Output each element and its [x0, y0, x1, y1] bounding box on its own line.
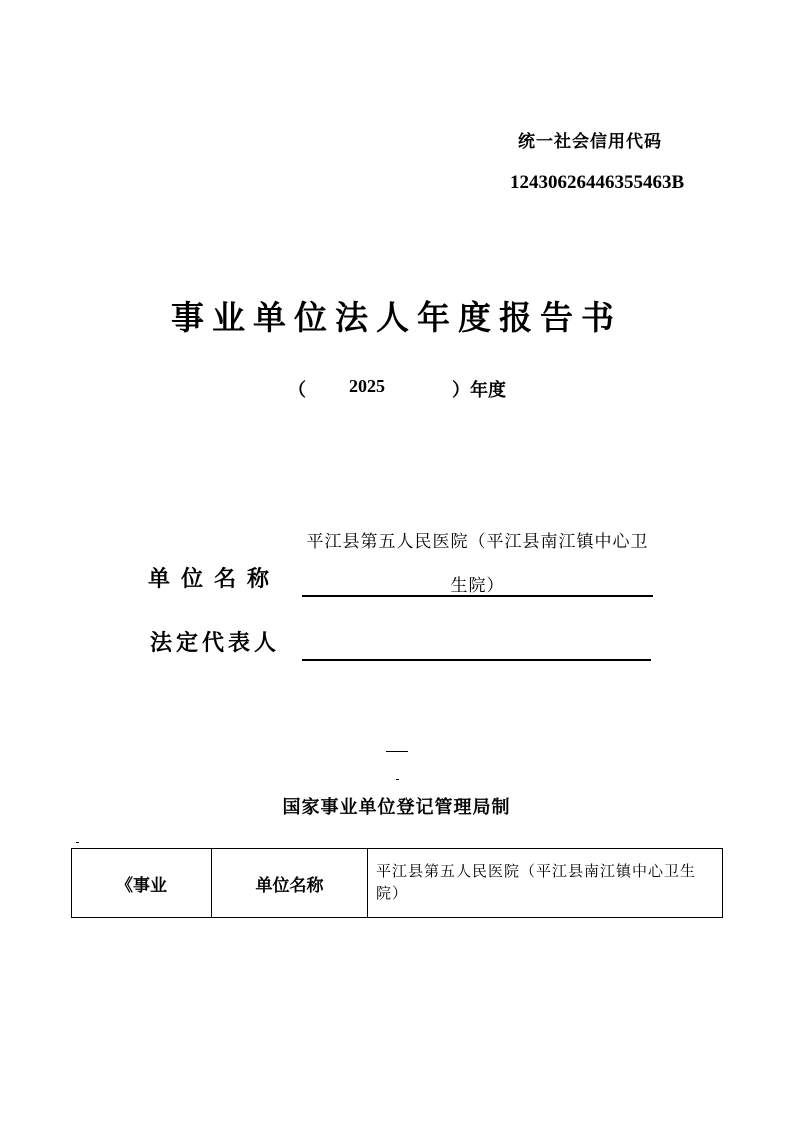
unit-name-value: 平江县第五人民医院（平江县南江镇中心卫生院） — [306, 532, 649, 596]
legal-rep-label: 法定代表人 — [150, 631, 281, 656]
report-year: 2025 — [349, 376, 385, 396]
year-unit: 年度 — [470, 380, 506, 401]
credit-code-label: 统一社会信用代码 — [518, 132, 662, 152]
legal-rep-underline — [302, 659, 651, 661]
table-cell-field-value: 平江县第五人民医院（平江县南江镇中心卫生院） — [368, 849, 723, 918]
small-mark-left — [76, 842, 79, 843]
year-close-paren: ） — [452, 380, 470, 401]
page-title: 事业单位法人年度报告书 — [171, 298, 622, 337]
report-year-line — [0, 376, 793, 402]
credit-code-value: 12430626446355463B — [510, 172, 685, 193]
small-mark — [396, 779, 399, 780]
issuing-bureau: 国家事业单位登记管理局制 — [282, 797, 511, 818]
table-cell-category: 《事业 — [72, 849, 212, 918]
table-row — [72, 849, 723, 918]
year-open-paren: （ — [288, 380, 306, 401]
table-cell-field-label: 单位名称 — [212, 849, 368, 918]
divider-dash — [386, 751, 408, 752]
unit-name-underline — [302, 595, 653, 597]
unit-name-label: 单位名称 — [148, 567, 281, 592]
info-table — [71, 848, 723, 918]
